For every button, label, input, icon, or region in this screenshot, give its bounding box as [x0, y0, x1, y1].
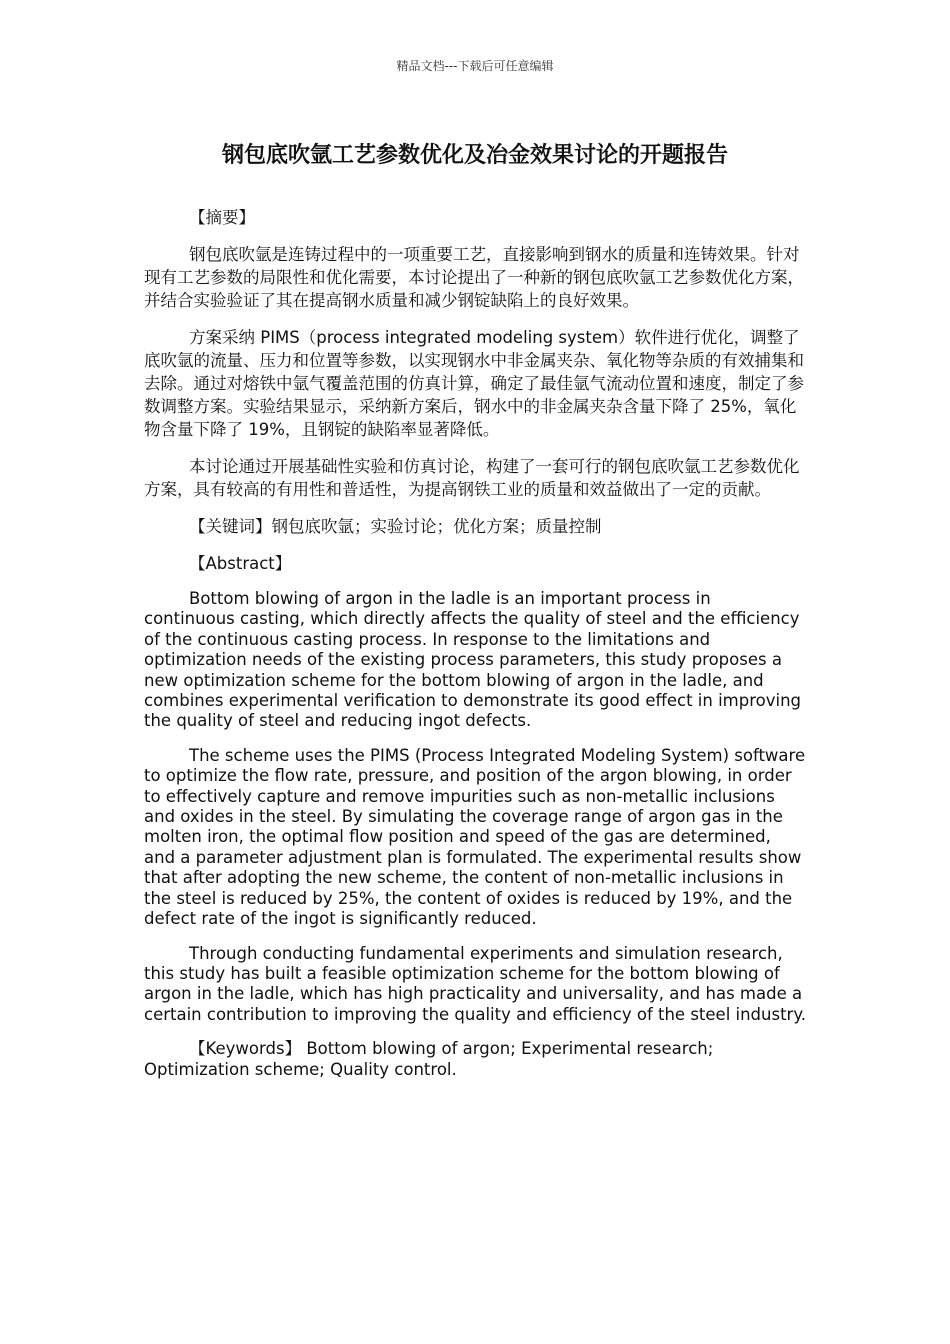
abstract-en-paragraph-2: The scheme uses the PIMS (Process Integrated Modeling System) software to optimize the flow rate, pressure, and position of the argon blowing, in order to effectively capture and remove impurities such as non-metallic inclusions and oxides in the steel. By simulating the coverage range of argon gas in the molten iron, the optimal flow position and speed of the gas are determined, and a parameter adjustment plan is formulated. The experimental results show that after adopting the new scheme, the content of non-metallic inclusions in the steel is reduced by 25%, the content of oxides is reduced by 19%, and the defect rate of the ingot is significantly reduced.	[144, 745, 806, 929]
abstract-cn-paragraph-1: 钢包底吹氩是连铸过程中的一项重要工艺，直接影响到钢水的质量和连铸效果。针对现有工艺参数的局限性和优化需要，本讨论提出了一种新的钢包底吹氩工艺参数优化方案，并结合实验验证了其在提高钢水质量和减少钢锭缺陷上的良好效果。	[144, 245, 804, 310]
keywords-cn: 【关键词】钢包底吹氩；实验讨论；优化方案；质量控制	[189, 517, 602, 536]
keywords-en: 【Keywords】 Bottom blowing of argon; Experimental research; Optimization scheme; Quality control.	[144, 1039, 714, 1079]
abstract-cn-paragraph-3: 本讨论通过开展基础性实验和仿真讨论，构建了一套可行的钢包底吹氩工艺参数优化方案，具有较高的有用性和普适性，为提高钢铁工业的质量和效益做出了一定的贡献。	[144, 457, 800, 499]
document-body	[144, 206, 806, 1094]
abstract-en-paragraph-1: Bottom blowing of argon in the ladle is an important process in continuous casting, which directly affects the quality of steel and the efficiency of the continuous casting process. In response to the limitations and optimization needs of the existing process parameters, this study proposes a new optimization scheme for the bottom blowing of argon in the ladle, and combines experimental verification to demonstrate its good effect in improving the quality of steel and reducing ingot defects.	[144, 589, 802, 731]
abstract-en-paragraph-3: Through conducting fundamental experiments and simulation research, this study has built a feasible optimization scheme for the bottom blowing of argon in the ladle, which has high practicality and universality, and has made a certain contribution to improving the quality and efficiency of the steel industry.	[144, 943, 806, 1024]
abstract-cn-paragraph-2: 方案采纳 PIMS（process integrated modeling system）软件进行优化，调整了底吹氩的流量、压力和位置等参数，以实现钢水中非金属夹杂、氧化物等杂质的有效捕集和去除。通过对熔铁中氩气覆盖范围的仿真计算，确定了最佳氩气流动位置和速度，制定了参数调整方案。实验结果显示，采纳新方案后，钢水中的非金属夹杂含量下降了 25%，氧化物含量下降了 19%，且钢锭的缺陷率显著降低。	[144, 328, 804, 439]
page-header-note: 精品文档---下载后可任意编辑	[396, 59, 554, 73]
document-title: 钢包底吹氩工艺参数优化及冶金效果讨论的开题报告	[221, 143, 728, 168]
abstract-cn-heading: 【摘要】	[189, 208, 255, 227]
abstract-en-heading: 【Abstract】	[189, 554, 292, 573]
